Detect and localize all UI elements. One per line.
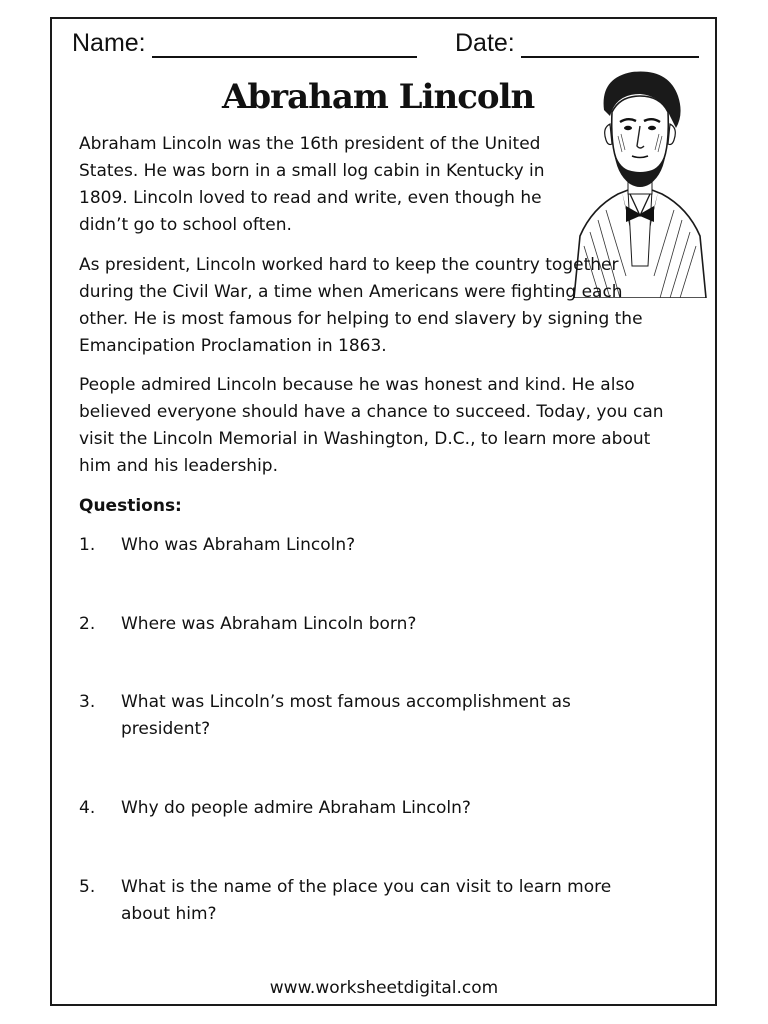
passage-paragraph-3: People admired Lincoln because he was honest and kind. He also believed everyone should have a chance to succeed. Today, you can visit the Lincoln Memorial in Washington, D.C., to learn more about him and his leadership. (79, 375, 664, 476)
question-number: 2. (79, 614, 96, 634)
question-number: 5. (79, 877, 96, 897)
question-4 (79, 795, 639, 822)
question-3 (79, 689, 639, 743)
footer-website: www.worksheetdigital.com (269, 978, 499, 998)
question-text: What was Lincoln’s most famous accomplishment as president? (121, 692, 571, 739)
question-text: Who was Abraham Lincoln? (121, 535, 356, 555)
question-number: 1. (79, 535, 96, 555)
name-label: Name: (72, 29, 146, 57)
question-number: 4. (79, 798, 96, 818)
date-label: Date: (455, 29, 515, 57)
passage-paragraph-2: As president, Lincoln worked hard to keep the country together during the Civil War, a time when Americans were fighting each other. He is most famous for helping to end slavery by signing the Emancipation Proclamation in 1863. (79, 255, 643, 356)
name-field (72, 28, 417, 58)
question-2 (79, 611, 639, 638)
questions-heading: Questions: (79, 496, 182, 516)
question-text: Why do people admire Abraham Lincoln? (121, 798, 471, 818)
date-input-line[interactable] (521, 32, 699, 58)
question-text: Where was Abraham Lincoln born? (121, 614, 417, 634)
page-title: Abraham Lincoln (222, 77, 535, 117)
question-number: 3. (79, 692, 96, 712)
question-1 (79, 532, 639, 559)
question-5 (79, 874, 639, 928)
passage-paragraph-1: Abraham Lincoln was the 16th president of the United States. He was born in a small log cabin in Kentucky in 1809. Lincoln loved to read and write, even though he didn’t go to school often. (79, 134, 545, 235)
question-text: What is the name of the place you can visit to learn more about him? (121, 877, 612, 924)
name-input-line[interactable] (152, 32, 417, 58)
date-field (455, 28, 699, 58)
